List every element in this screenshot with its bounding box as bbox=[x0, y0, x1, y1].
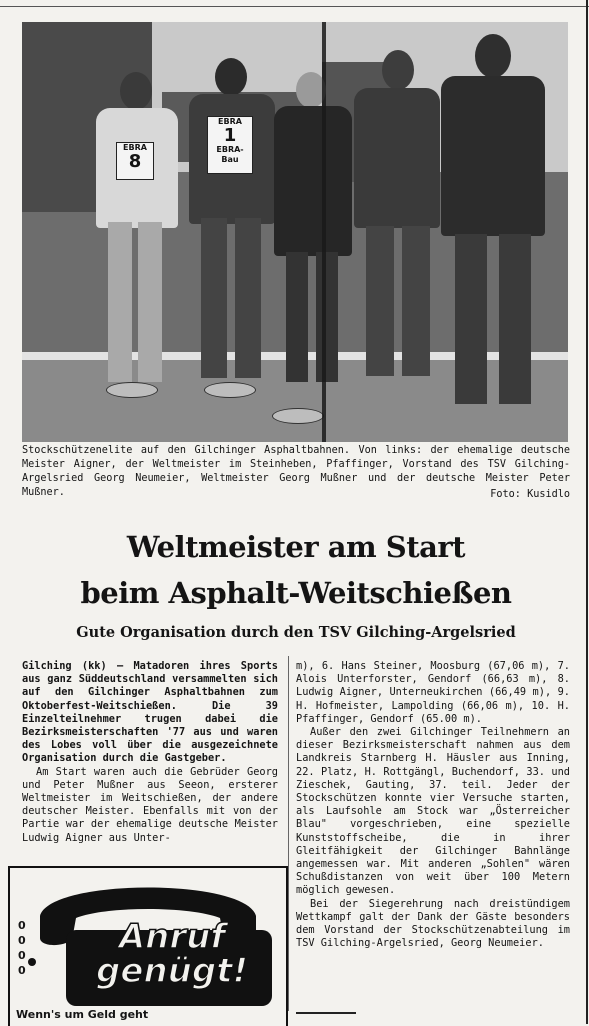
page-edge-rule bbox=[586, 0, 588, 1024]
stock-disc bbox=[204, 382, 256, 398]
headline-line-2: beim Asphalt-Weitschießen bbox=[80, 576, 512, 610]
headline-line-1: Weltmeister am Start bbox=[126, 530, 466, 564]
subheadline: Gute Organisation durch den TSV Gilching-Argelsried bbox=[76, 624, 516, 641]
column-divider bbox=[288, 656, 289, 1011]
ad-title: Anruf genügt! bbox=[96, 917, 248, 991]
top-rule bbox=[0, 6, 589, 7]
article-column-left bbox=[22, 660, 278, 845]
bib-left: EBRA 8 bbox=[116, 142, 154, 180]
person-neumeier bbox=[272, 72, 352, 392]
next-article-fragment bbox=[296, 1012, 356, 1024]
article-lead: Gilching (kk) — Matadoren ihres Sports aus ganz Süddeutschland versammelten sich auf den Gilchinger Asphaltbahnen zum Oktoberfest-Weitschießen. Die 39 Einzelteilnehmer trugen dabei die Bezirksmeisterschaften '77 aus und waren des Lobes voll über die ausgezeichnete Organisation durch die Gastgeber. bbox=[22, 660, 278, 765]
article-paragraph: m), 6. Hans Steiner, Moosburg (67,06 m), 7. Alois Unterforster, Gendorf (66,63 m), 8. Ludwig Aigner, Unterneukirchen (66,49 m), 9. H. Hofmeister, Lampolding (66,06 m), 10. H. Pfaffinger, Gendorf (65.00 m). bbox=[296, 660, 570, 725]
stock-disc bbox=[272, 408, 324, 424]
stock-disc bbox=[106, 382, 158, 398]
person-pfaffinger bbox=[187, 58, 277, 388]
scan-artifact-line bbox=[322, 22, 326, 442]
phone-dial-digits: 0 0 0 0 bbox=[18, 919, 26, 977]
article-column-right bbox=[296, 660, 570, 950]
bib-center: EBRA 1 EBRA-Bau bbox=[207, 116, 253, 174]
person-georg-mussner bbox=[352, 50, 442, 390]
photo-credit: Foto: Kusidlo bbox=[490, 489, 570, 500]
news-photo bbox=[22, 22, 568, 442]
ad-footer: Wenn's um Geld geht bbox=[16, 1008, 149, 1021]
photo-caption: Stockschützenelite auf den Gilchinger Asphaltbahnen. Von links: der ehemalige deutsche Meister Aigner, der Weltmeister im Steinheben, Pfaffinger, Vorstand des TSV Gilching-Argelsried Georg Neumeier, Weltmeister Georg Mußner und der deutsche Meister Peter Mußner. bbox=[22, 445, 570, 498]
person-aigner bbox=[92, 72, 182, 392]
person-peter-mussner bbox=[437, 34, 547, 414]
article-paragraph: Bei der Siegerehrung nach dreistündigem Wettkampf galt der Dank der Gäste besonders dem Vorstand der Stockschützenabteilung im TSV Gilching-Argelsried, Georg Neumeier. bbox=[296, 897, 570, 950]
article-paragraph: Am Start waren auch die Gebrüder Georg und Peter Mußner aus Seeon, ersterer Weltmeister im Weitschießen, der andere deutscher Meister. Ebenfalls mit von der Partie war der ehemalige deutsche Meister Ludwig Aigner aus Unter- bbox=[22, 765, 278, 844]
advertisement bbox=[8, 866, 288, 1026]
article-paragraph: Außer den zwei Gilchinger Teilnehmern an dieser Bezirksmeisterschaft nahmen aus dem Landkreis Starnberg H. Häusler aus Inning, 22. Platz, H. Rottgängl, Buchendorf, 33. und Zieschek, Gauting, 37. teil. Jeder der Stockschützen konnte vier Versuche starten, als Laufsohle am Stock war „Österreicher Blau" vorgeschrieben, eine spezielle Kunststoffscheibe, die in ihrer Gleitfähigkeit der Gilchinger Bahnlänge angemessen war. Mit anderen „Sohlen" wären Schußdistanzen von weit über 100 Metern möglich gewesen. bbox=[296, 726, 570, 897]
